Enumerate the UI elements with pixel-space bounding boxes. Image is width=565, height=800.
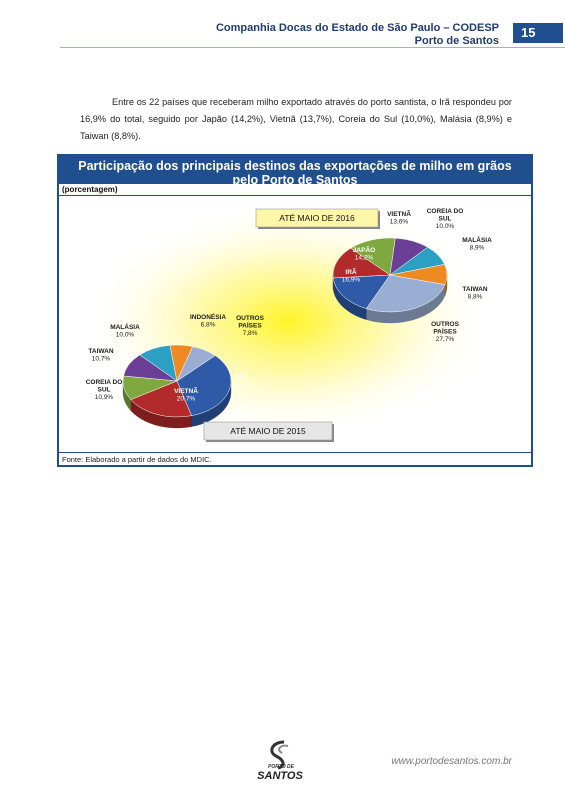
slice-label-outros-paises: OUTROS PAÍSES 27,7%	[431, 321, 459, 343]
slice-label-outros-paises: OUTROS PAÍSES 7,8%	[236, 315, 264, 337]
slice-label-coreia-do-sul: COREIA DO SUL 10,0%	[426, 208, 464, 230]
pie-charts	[59, 196, 531, 454]
logo-text-main: SANTOS	[257, 770, 303, 782]
pie-title: ATÉ MAIO DE 2016	[279, 213, 355, 223]
header-org-line1: Companhia Docas do Estado de São Paulo – CODESP	[215, 22, 499, 34]
page-number: 15	[513, 23, 563, 43]
slice-value-coreia-do-sul: 10,0%	[435, 223, 455, 230]
chart-panel	[57, 154, 533, 467]
slice-label-vietna: VIETNÃ 20,7%	[174, 388, 198, 403]
slice-value-japao: 14,2%	[354, 254, 374, 262]
porto-de-santos-logo	[254, 738, 304, 784]
logo-text-top: PORTO DE	[268, 764, 294, 770]
slice-value-indonesia: 6,8%	[200, 321, 216, 329]
slice-label-vietna: VIETNÃ 13,6%	[387, 211, 411, 226]
slice-label-indonesia: INDONÉSIA 6,8%	[189, 314, 227, 329]
slice-value-ira: 16,9%	[341, 276, 361, 284]
slice-value-ira: 33,2%	[231, 381, 251, 389]
slice-label-ira: IRÃ 16,9%	[341, 269, 361, 284]
chart-source: Fonte: Elaborado a partir de dados do MDIC.	[59, 452, 531, 465]
slice-label-japao: JAPÃO 14,2%	[352, 247, 376, 262]
chart-panel-title: Participação dos principais destinos das exportações de milho em grãos pelo Porto de Santos	[59, 156, 531, 184]
slice-value-taiwan: 8,8%	[467, 293, 483, 301]
slice-label-taiwan: TAIWAN 10,7%	[88, 348, 114, 363]
slice-label-coreia-do-sul: COREIA DO SUL 10,9%	[85, 379, 123, 401]
slice-value-malasia: 10,0%	[115, 331, 135, 339]
header-org-line2: Porto de Santos	[414, 35, 499, 47]
slice-value-outros-paises: 27,7%	[435, 336, 455, 343]
slice-label-malasia: MALÁSIA 8,9%	[462, 237, 492, 252]
pie-title: ATÉ MAIO DE 2015	[230, 426, 306, 436]
body-paragraph: Entre os 22 países que receberam milho exportado através do porto santista, o Irã respondeu por 16,9% do total, seguido por Japão (14,2%), Vietnã (13,7%), Coreia do Sul (10,0%), Malásia (8,9%) e Taiwan (8,8%).	[80, 97, 512, 141]
footer-url[interactable]: www.portodesantos.com.br	[391, 756, 512, 767]
slice-label-ira: IRÃ 33,2%	[231, 374, 251, 389]
slice-value-coreia-do-sul: 10,9%	[94, 394, 114, 401]
slice-value-malasia: 8,9%	[469, 244, 485, 252]
pie-title-box-2016	[256, 209, 380, 229]
slice-value-vietna: 13,6%	[389, 218, 409, 226]
slice-value-outros-paises: 7,8%	[242, 330, 258, 337]
header-organization	[216, 22, 499, 48]
slice-label-taiwan: TAIWAN 8,8%	[462, 286, 488, 301]
header-divider	[60, 47, 565, 48]
slice-label-malasia: MALÁSIA 10,0%	[110, 324, 140, 339]
slice-value-taiwan: 10,7%	[91, 355, 111, 363]
chart-panel-unit: (porcentagem)	[59, 184, 531, 196]
pie-title-box-2015	[204, 422, 334, 442]
slice-value-vietna: 20,7%	[176, 395, 196, 403]
